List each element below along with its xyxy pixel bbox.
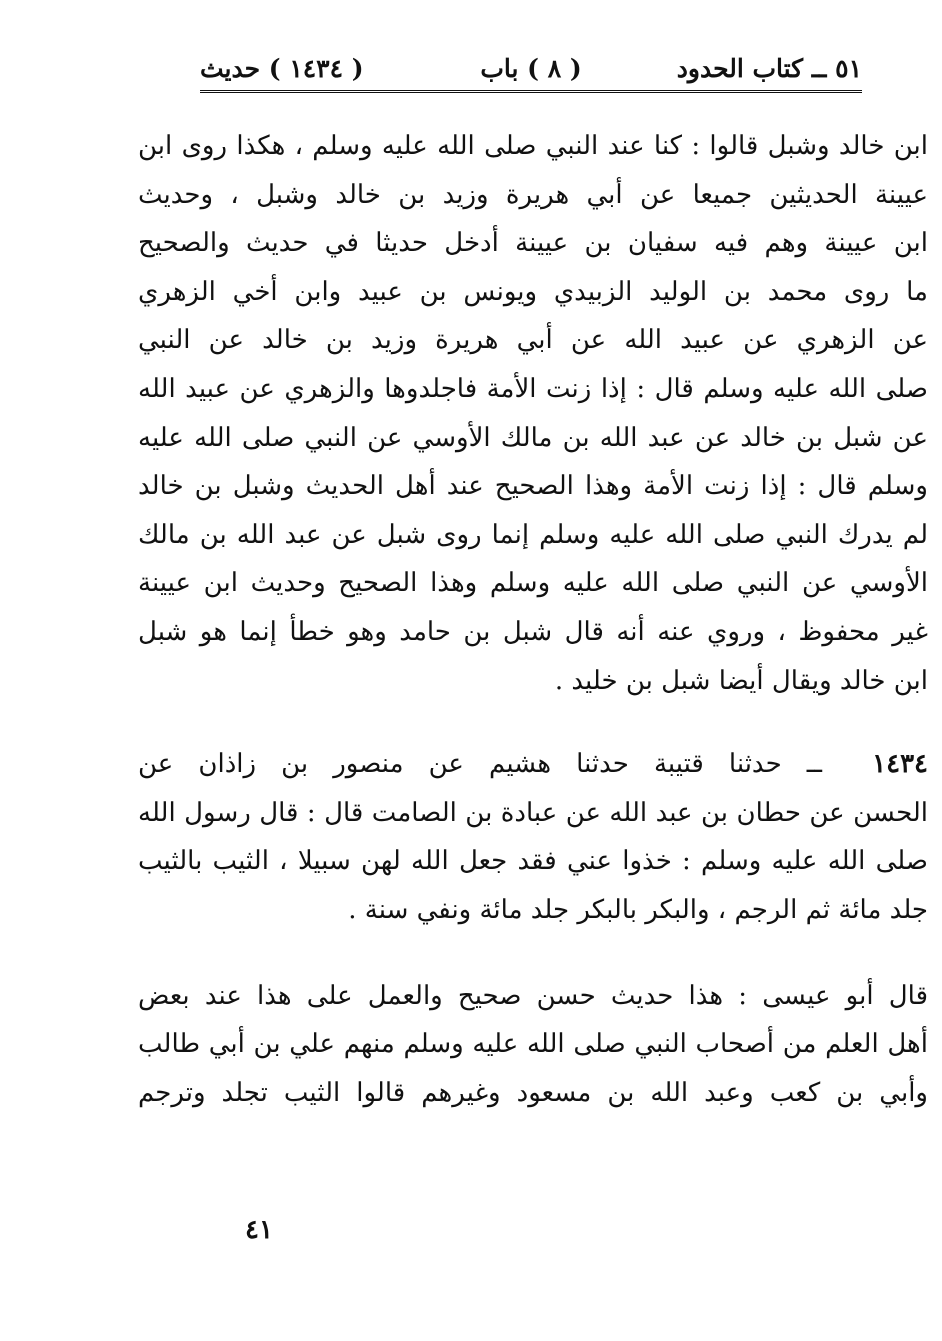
text-line: عن الزهري عن عبيد الله عن أبي هريرة وزيد بن خالد عن النبي [138, 325, 928, 356]
text-line: ابن خالد ويقال أيضا شبل بن خليد . [554, 665, 928, 696]
header-rule [200, 90, 862, 93]
text-line: أهل العلم من أصحاب النبي صلى الله عليه وسلم منهم علي بن أبي طالب [138, 1029, 928, 1060]
text-line: عيينة الحديثين جميعا عن أبي هريرة وزيد بن خالد وشبل ، وحديث [138, 179, 928, 210]
paragraph-2 [138, 740, 928, 934]
page-number: ٤١ [245, 1215, 273, 1245]
paragraph-1 [138, 122, 928, 705]
text-line: ابن خالد وشبل قالوا : كنا عند النبي صلى الله عليه وسلم ، هكذا روى ابن [138, 131, 928, 161]
text-line [138, 740, 928, 789]
text-line: قال أبو عيسى : هذا حديث حسن صحيح والعمل على هذا عند بعض [138, 980, 928, 1011]
text-line: جلد مائة ثم الرجم ، والبكر بالبكر جلد مائة ونفي سنة . [348, 894, 928, 925]
text-line: وأبي بن كعب وعبد الله بن مسعود وغيرهم قالوا الثيب تجلد وترجم [138, 1077, 928, 1108]
text-line: وسلم قال : إذا زنت الأمة وهذا الصحيح عند أهل الحديث وشبل بن خالد [138, 471, 928, 502]
text-line: الأوسي عن النبي صلى الله عليه وسلم وهذا الصحيح وحديث ابن عيينة [138, 568, 928, 599]
hadith-number-range: ( ١٤٣٤ ) حديث [200, 54, 364, 83]
text-line: ابن عيينة وهم فيه سفيان بن عيينة أدخل حديثا في حديث والصحيح [138, 228, 928, 259]
text-line: عن شبل بن خالد عن عبد الله بن مالك الأوسي عن النبي صلى الله عليه [138, 422, 928, 453]
text-line: غير محفوظ ، وروي عنه أنه قال شبل بن حامد وهو خطأ إنما هو شبل [138, 616, 928, 647]
section-title: ( ٨ ) باب [480, 54, 582, 83]
paragraph-3 [138, 972, 928, 1118]
text-line: صلى الله عليه وسلم قال : إذا زنت الأمة فاجلدوها والزهري عن عبيد الله [138, 373, 928, 404]
text-line: لم يدرك النبي صلى الله عليه وسلم إنما روى شبل عن عبد الله بن مالك [138, 519, 928, 550]
text-line: الحسن عن حطان بن عبد الله عن عبادة بن الصامت قال : قال رسول الله [138, 797, 928, 828]
text-line: ما روى محمد بن الوليد الزبيدي ويونس بن عبيد وابن أخي الزهري [138, 276, 928, 307]
page-header [200, 52, 862, 88]
page-body [138, 122, 928, 1117]
text-line: صلى الله عليه وسلم : خذوا عني فقد جعل الله لهن سبيلا ، الثيب بالثيب [138, 846, 928, 877]
text-line-content: ــ حدثنا قتيبة حدثنا هشيم عن منصور بن زاذان عن [138, 749, 822, 780]
hadith-number: ١٤٣٤ [872, 749, 929, 780]
chapter-title: ٥١ ــ كتاب الحدود [676, 54, 862, 83]
